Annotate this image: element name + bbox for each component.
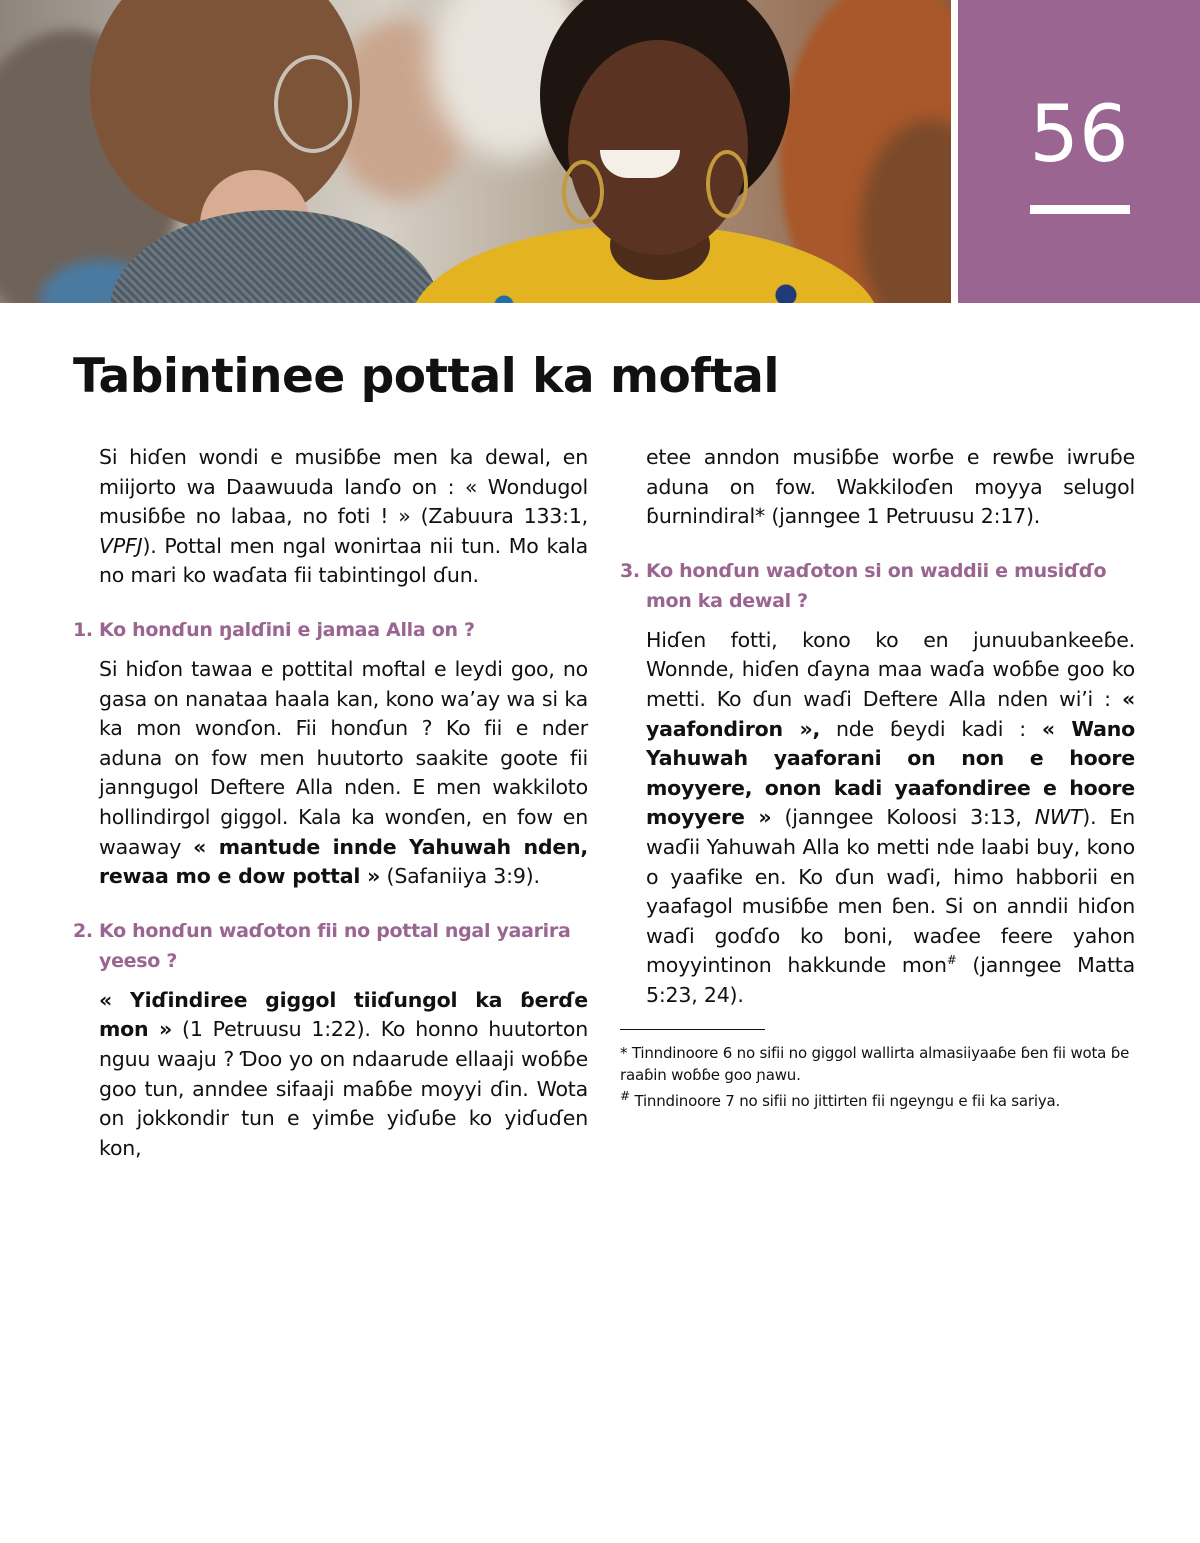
question-1: 1. Ko honɗun ŋalɗini e jamaa Alla on ? — [73, 618, 475, 641]
left-column — [73, 443, 588, 1181]
page-title: Tabintinee pottal ka moftal — [73, 349, 779, 404]
footnote-1: * Tinndinoore 6 no sifii no giggol wallirta almasiiyaaɓe ɓen fii wota ɓe raaɓin woɓɓe goo ɲawu. — [620, 1043, 1130, 1084]
answer-2-paragraph: « Yiɗindiree giggol tiiɗungol ka ɓerɗe mon » (1 Petruusu 1:22). Ko honno huutorton nguu waaju ? Ɗoo yo on ndaarude ellaaji woɓɓe goo tun, anndee sifaaji maɓɓe moyyi ɗin. Wota on jokkondir tun e yimɓe yiɗuɓe ko yiɗuɗen kon, — [99, 987, 589, 1160]
answer-2-continued: etee anndon musiɓɓe worɓe e rewɓe iwruɓe aduna on fow. Wakkiloɗen moyya selugol ɓurnindiral* (janngee 1 Petruusu 2:17). — [646, 445, 1135, 529]
question-3: 3. Ko honɗun waɗoton si on waddii e musiɗɗo mon ka dewal ? — [620, 559, 1107, 612]
lesson-number: 56 — [1029, 90, 1129, 180]
footnote-divider — [620, 1029, 765, 1030]
answer-3-paragraph: Hiɗen fotti, kono ko en junuubankeeɓe. Wonnde, hiɗen ɗayna maa waɗa woɓɓe goo ko metti. Ko ɗun waɗi Deftere Alla nden wi’i : « yaafondiron », nde ɓeydi kadi : « Wano Yahuwah yaaforani on non e hoore moyyere, onon kadi yaafondiree e hoore moyyere » (janngee Koloosi 3:13, NWT). En waɗii Yahuwah Alla ko metti nde laabi buy, kono o yaafike en. Ko ɗun waɗi, himo habborii en yaafagol musiɓɓe men ɓen. Si on anndii hiɗon waɗi goɗɗo ko boni, waɗee feere yahon moyyintinon hakkunde mon# (janngee Matta 5:23, 24). — [646, 627, 1135, 1007]
question-2: 2. Ko honɗun waɗoton fii no pottal ngal yaarira yeeso ? — [73, 919, 571, 972]
hero-photo — [0, 0, 951, 303]
intro-paragraph: Si hiɗen wondi e musiɓɓe men ka dewal, en miijorto wa Daawuuda lanɗo on : « Wondugol musiɓɓe no labaa, no foti ! » (Zabuura 133:1, VPFJ). Pottal men ngal wonirtaa nii tun. Mo kala no mari ko waɗata fii tabintingol ɗun. — [99, 445, 588, 588]
footnote-2: # Tinndinoore 7 no sifii no jittirten fii ngeyngu e fii ka sariya. — [620, 1088, 1061, 1110]
lesson-number-underline — [1030, 205, 1130, 214]
answer-1-paragraph: Si hiɗon tawaa e pottital moftal e leydi goo, no gasa on nanataa haala kan, kono wa’ay wa si ka ka mon wonɗon. Fii honɗun ? Ko fii e nder aduna on fow men huutorto saakite goote fii janngugol Deftere Alla nden. E men wakkiloto hollindirgol giggol. Kala ka wonɗen, en fow en waaway « mantude innde Yahuwah nden, rewaa mo e dow pottal » (Safaniiya 3:9). — [99, 656, 589, 889]
right-column — [620, 443, 1135, 1116]
lesson-number-panel — [958, 0, 1200, 303]
